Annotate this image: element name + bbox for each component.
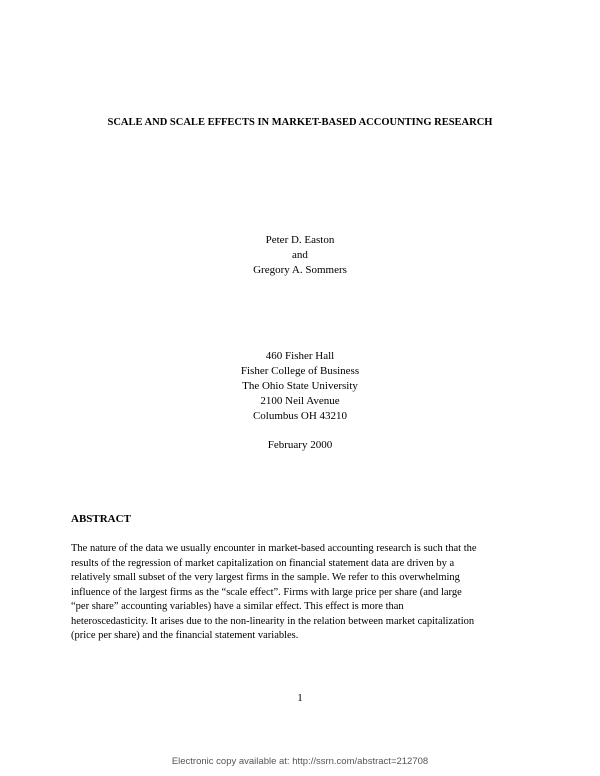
publication-date: February 2000	[267, 439, 333, 451]
abstract-text	[71, 542, 533, 644]
author-name: Peter D. Easton	[265, 234, 335, 246]
address-line: Columbus OH 43210	[252, 410, 348, 422]
abstract-line: heteroscedasticity. It arises due to the non-linearity in the relation between market capitalization	[71, 615, 475, 627]
address-line: Fisher College of Business	[240, 365, 360, 377]
author-name: Gregory A. Sommers	[253, 264, 347, 276]
page-number: 1	[297, 692, 303, 704]
abstract-line: (price per share) and the financial statement variables.	[71, 630, 299, 641]
author-connector: and	[292, 249, 308, 261]
abstract-line: relatively small subset of the very largest firms in the sample. We refer to this overwhelming	[71, 572, 460, 583]
ssrn-footer-link[interactable]: Electronic copy available at: http://ssrn.com/abstract=212708	[171, 756, 429, 767]
address-block	[0, 349, 600, 424]
abstract-line: influence of the largest firms as the “scale effect”. Firms with large price per share (and large	[71, 586, 462, 598]
paper-title: SCALE AND SCALE EFFECTS IN MARKET-BASED ACCOUNTING RESEARCH	[107, 117, 493, 128]
address-line: 460 Fisher Hall	[265, 350, 335, 362]
address-line: The Ohio State University	[242, 380, 358, 392]
abstract-line: The nature of the data we usually encounter in market-based accounting research is such that the	[71, 543, 477, 554]
abstract-line: results of the regression of market capitalization on financial statement data are driven by a	[71, 557, 455, 569]
abstract-line: “per share” accounting variables) have a similar effect. This effect is more than	[71, 601, 404, 612]
abstract-heading: ABSTRACT	[71, 513, 131, 525]
author-block	[0, 233, 600, 278]
address-line: 2100 Neil Avenue	[260, 395, 340, 407]
